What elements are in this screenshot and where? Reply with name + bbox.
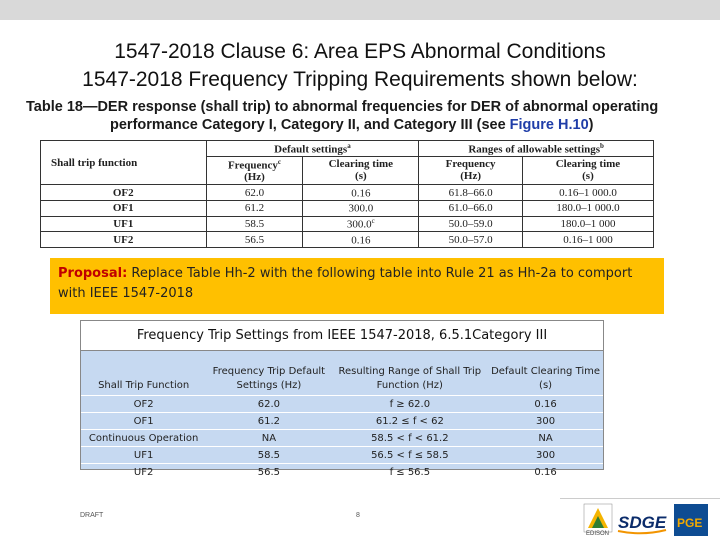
table-row: OF1 61.2 61.2 ≤ f < 62 300: [81, 413, 603, 430]
table18-caption-close: ): [588, 117, 594, 133]
table-row: OF2 62.0 0.16 61.8–66.0 0.16–1 000.0: [41, 185, 654, 201]
footer-draft-label: DRAFT: [80, 512, 104, 519]
hh-header-function: Shall Trip Function: [98, 380, 190, 391]
table-row: OF2 62.0 f ≥ 62.0 0.16: [81, 396, 603, 413]
header-frequency-range: Frequency (Hz): [419, 156, 523, 185]
table18-caption-line2: [110, 117, 593, 133]
table-row: UF2 56.5 0.16 50.0–57.0 0.16–1 000: [41, 232, 654, 248]
slide-title-line1: 1547-2018 Clause 6: Area EPS Abnormal Conditions: [114, 40, 606, 63]
footer-divider: [560, 498, 720, 499]
header-ranges: Ranges of allowable settings$^b$: [419, 141, 654, 157]
hh-table-title: Frequency Trip Settings from IEEE 1547-2018, 6.5.1Category III: [80, 320, 604, 350]
top-bar: [0, 0, 720, 20]
proposal-lead: Proposal:: [58, 266, 128, 281]
header-default-settings: Default settings$^a$: [206, 141, 419, 157]
pge-logo: [672, 500, 712, 538]
hh-header-range: Resulting Range of Shall Trip Function (Hz): [338, 366, 482, 391]
sdge-logo-text: SDGE: [618, 513, 667, 532]
table-row: UF1 58.5 300.0$^c$ 50.0–59.0 180.0–1 000: [41, 216, 654, 232]
header-clearing-time-range: Clearing time (s): [522, 156, 653, 185]
header-shall-trip-function: Shall trip function: [41, 141, 207, 185]
table18: [40, 140, 654, 248]
table-row: UF2 56.5 f ≤ 56.5 0.16: [81, 464, 603, 481]
figure-link[interactable]: Figure H.10: [509, 117, 589, 133]
table18-caption-text: performance Category I, Category II, and Category III (see: [110, 117, 510, 133]
table18-caption-line1: Table 18—DER response (shall trip) to abnormal frequencies for DER of abnormal operating: [26, 99, 659, 115]
table-row: OF1 61.2 300.0 61.0–66.0 180.0–1 000.0: [41, 200, 654, 216]
proposal-body: Replace Table Hh-2 with the following table into Rule 21 as Hh-2a to comport with IEEE 1547-2018: [58, 266, 633, 301]
pge-logo-text: PGE: [677, 516, 703, 530]
hh-header-default: Frequency Trip Default Settings (Hz): [212, 366, 326, 391]
hh-header-clearing: Default Clearing Time (s): [491, 366, 601, 391]
hh-table: [81, 351, 603, 480]
slide-title-line2: 1547-2018 Frequency Tripping Requirements shown below:: [82, 68, 638, 91]
sdge-logo: [616, 506, 668, 536]
hh-table-container: [80, 350, 604, 478]
sce-logo-label: EDISON: [586, 531, 610, 537]
header-frequency: Frequency$^c$ (Hz): [206, 156, 303, 185]
header-clearing-time: Clearing time (s): [303, 156, 419, 185]
table-row: Continuous Operation NA 58.5 < f < 61.2 NA: [81, 430, 603, 447]
page-number: 8: [356, 512, 360, 519]
proposal-box: [50, 258, 664, 314]
table-row: UF1 58.5 56.5 < f ≤ 58.5 300: [81, 447, 603, 464]
